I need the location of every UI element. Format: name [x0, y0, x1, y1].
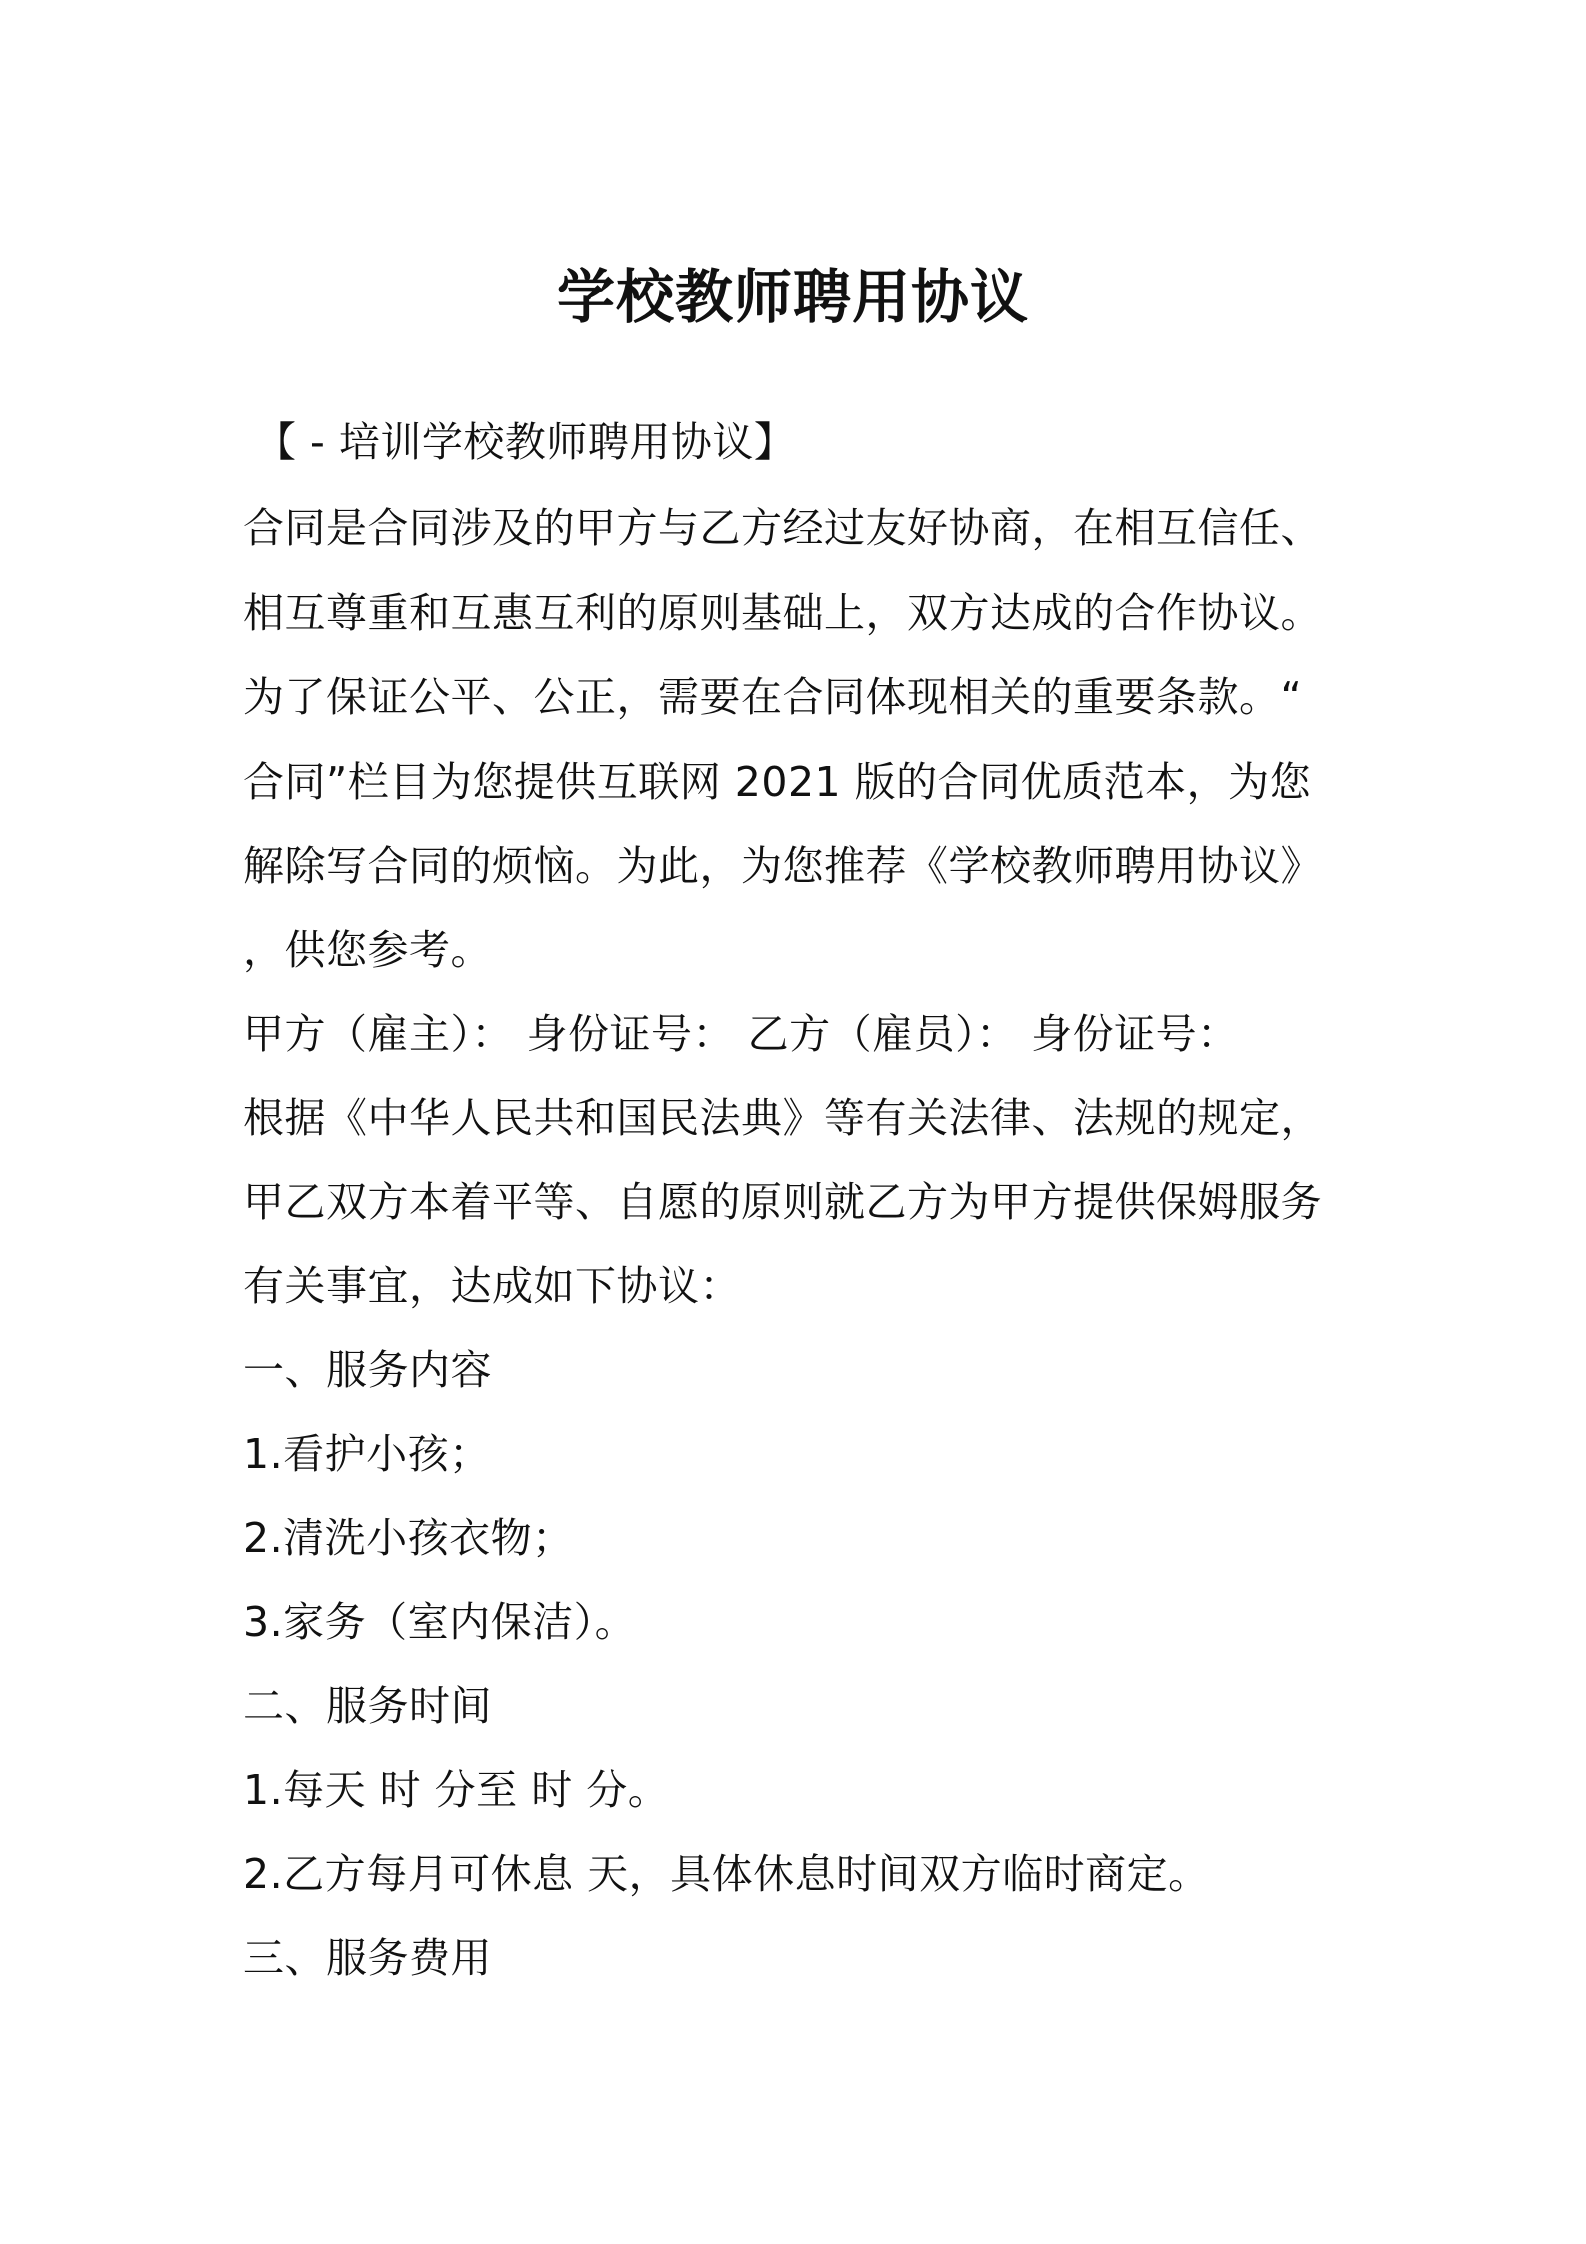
intro-line: 解除写合同的烦恼。为此，为您推荐《学校教师聘用协议》 — [243, 842, 1322, 890]
document-title: 学校教师聘用协议 — [556, 263, 1029, 331]
intro-line: 为了保证公平、公正，需要在合同体现相关的重要条款。“ — [243, 673, 1303, 721]
section-heading-service-time: 二、服务时间 — [243, 1682, 492, 1730]
intro-line: 合同是合同涉及的甲方与乙方经过友好协商，在相互信任、 — [243, 504, 1322, 552]
list-item: 1.看护小孩； — [243, 1430, 491, 1478]
list-item: 2.清洗小孩衣物； — [243, 1514, 574, 1562]
intro-line: ，供您参考。 — [243, 926, 492, 974]
section-heading-service-content: 一、服务内容 — [243, 1346, 492, 1394]
list-item: 2.乙方每月可休息 天，具体休息时间双方临时商定。 — [243, 1850, 1210, 1898]
section-heading-service-fee: 三、服务费用 — [243, 1934, 492, 1982]
basis-line: 有关事宜，达成如下协议： — [243, 1262, 741, 1310]
intro-line: 相互尊重和互惠互利的原则基础上，双方达成的合作协议。 — [243, 589, 1322, 637]
list-item: 1.每天 时 分至 时 分。 — [243, 1766, 670, 1814]
basis-line: 根据《中华人民共和国民法典》等有关法律、法规的规定， — [243, 1094, 1322, 1142]
document-subtitle: 【 - 培训学校教师聘用协议】 — [255, 418, 796, 466]
list-item: 3.家务（室内保洁）。 — [243, 1598, 637, 1646]
basis-line: 甲乙双方本着平等、自愿的原则就乙方为甲方提供保姆服务 — [243, 1178, 1322, 1226]
parties-line: 甲方（雇主）： 身份证号： 乙方（雇员）： 身份证号： — [243, 1010, 1239, 1058]
intro-line: 合同”栏目为您提供互联网 2021 版的合同优质范本，为您 — [243, 758, 1312, 806]
